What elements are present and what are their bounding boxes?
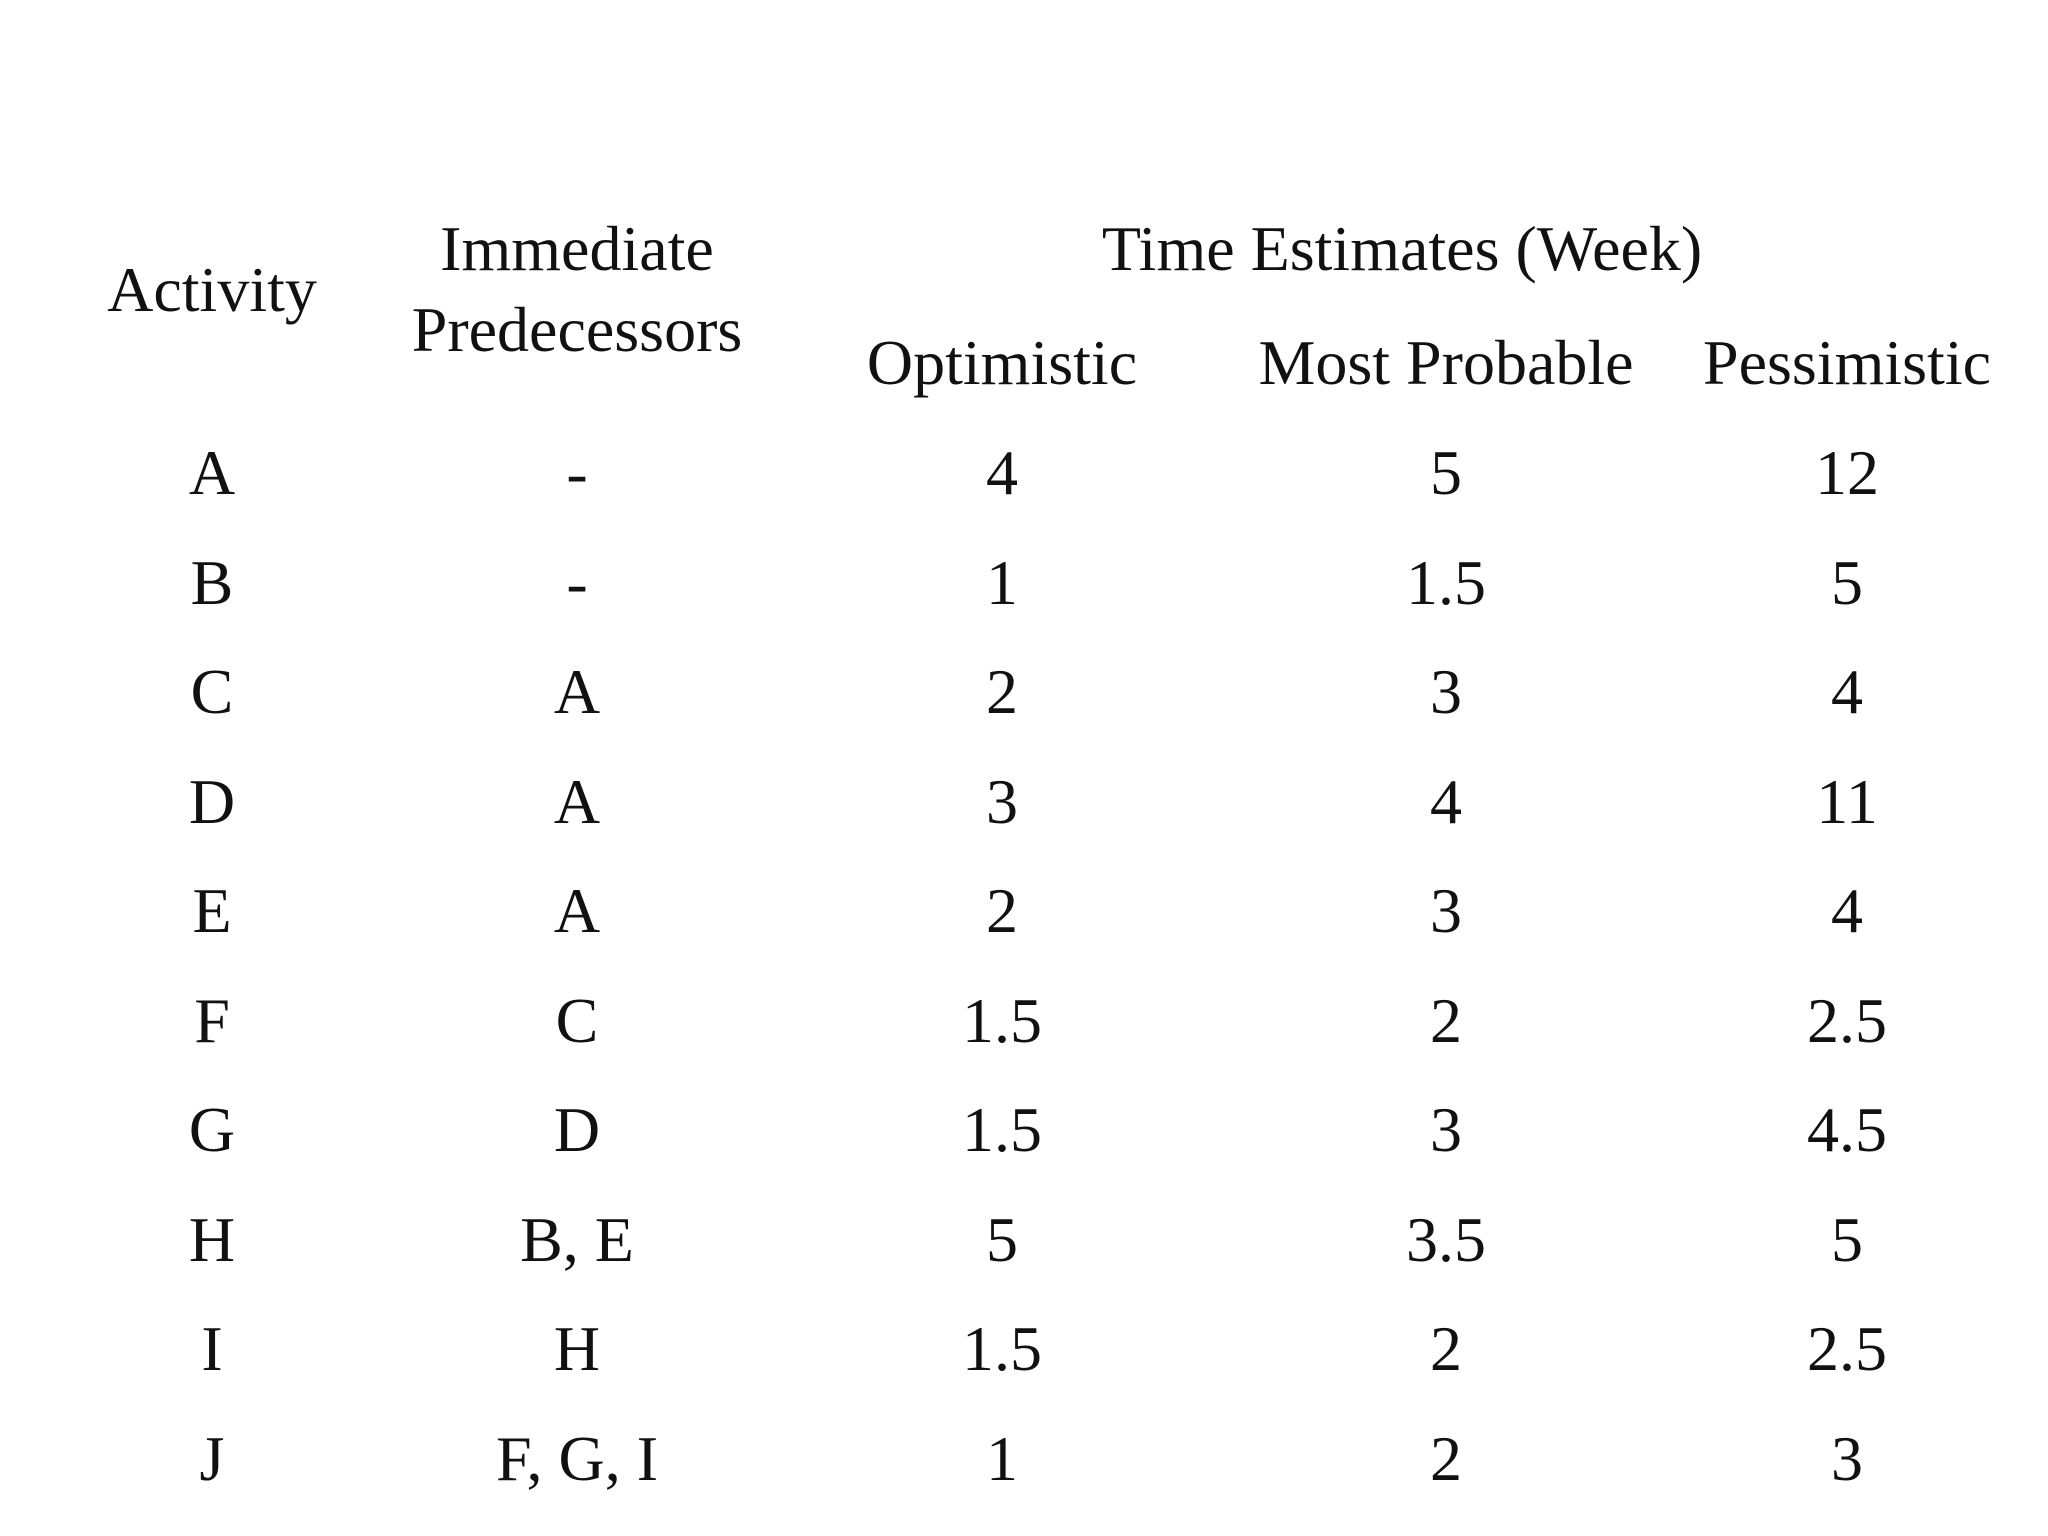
cell-optimistic: 1.5 bbox=[962, 984, 1042, 1056]
cell-most-probable: 3 bbox=[1430, 875, 1462, 946]
cell-most-probable: 2 bbox=[1430, 984, 1462, 1056]
cell-predecessors: F, G, I bbox=[496, 1422, 658, 1494]
cell-predecessors: - bbox=[566, 437, 588, 508]
cell-optimistic: 2 bbox=[986, 656, 1018, 727]
cell-most-probable: 2 bbox=[1430, 1422, 1462, 1494]
cell-predecessors: A bbox=[553, 656, 601, 727]
cell-pessimistic: 2.5 bbox=[1807, 1313, 1887, 1384]
cell-pessimistic: 3 bbox=[1831, 1422, 1863, 1494]
cell-most-probable: 3 bbox=[1430, 1094, 1462, 1165]
cell-predecessors: H bbox=[553, 1313, 601, 1384]
cell-activity: A bbox=[188, 437, 236, 508]
header-activity: Activity bbox=[107, 254, 317, 325]
cell-optimistic: 4 bbox=[986, 437, 1018, 508]
cell-predecessors: A bbox=[553, 765, 601, 837]
cell-pessimistic: 4 bbox=[1831, 875, 1863, 946]
cell-activity: B bbox=[190, 546, 234, 618]
header-pessimistic: Pessimistic bbox=[1702, 327, 1992, 398]
cell-predecessors: A bbox=[553, 875, 601, 946]
cell-optimistic: 5 bbox=[986, 1203, 1018, 1275]
header-optimistic: Optimistic bbox=[866, 327, 1138, 398]
cell-predecessors: D bbox=[553, 1094, 601, 1165]
cell-activity: F bbox=[194, 984, 230, 1056]
cell-activity: G bbox=[188, 1094, 236, 1165]
cell-pessimistic: 5 bbox=[1831, 546, 1863, 618]
cell-optimistic: 3 bbox=[986, 765, 1018, 837]
cell-optimistic: 2 bbox=[986, 875, 1018, 946]
cell-activity: J bbox=[199, 1422, 225, 1494]
header-predecessors-line1: Immediate bbox=[440, 213, 714, 284]
cell-activity: I bbox=[201, 1313, 223, 1384]
cell-optimistic: 1 bbox=[986, 1422, 1018, 1494]
header-time-estimates: Time Estimates (Week) bbox=[1101, 213, 1703, 284]
cell-activity: C bbox=[190, 656, 234, 727]
cell-pessimistic: 12 bbox=[1815, 437, 1879, 508]
cell-predecessors: B, E bbox=[520, 1203, 634, 1275]
cell-most-probable: 1.5 bbox=[1406, 546, 1486, 618]
cell-activity: D bbox=[188, 765, 236, 837]
cell-predecessors: - bbox=[566, 546, 588, 618]
cell-optimistic: 1.5 bbox=[962, 1313, 1042, 1384]
cell-optimistic: 1 bbox=[986, 546, 1018, 618]
header-predecessors-line2: Predecessors bbox=[411, 294, 743, 365]
cell-pessimistic: 2.5 bbox=[1807, 984, 1887, 1056]
cell-most-probable: 5 bbox=[1430, 437, 1462, 508]
cell-pessimistic: 5 bbox=[1831, 1203, 1863, 1275]
cell-most-probable: 3.5 bbox=[1406, 1203, 1486, 1275]
header-most-probable: Most Probable bbox=[1258, 327, 1634, 398]
cell-optimistic: 1.5 bbox=[962, 1094, 1042, 1165]
cell-activity: H bbox=[188, 1203, 236, 1275]
cell-pessimistic: 4 bbox=[1831, 656, 1863, 727]
cell-activity: E bbox=[192, 875, 232, 946]
cell-predecessors: C bbox=[555, 984, 599, 1056]
cell-pessimistic: 4.5 bbox=[1807, 1094, 1887, 1165]
cell-most-probable: 2 bbox=[1430, 1313, 1462, 1384]
cell-pessimistic: 11 bbox=[1816, 765, 1878, 837]
cell-most-probable: 3 bbox=[1430, 656, 1462, 727]
cell-most-probable: 4 bbox=[1430, 765, 1462, 837]
